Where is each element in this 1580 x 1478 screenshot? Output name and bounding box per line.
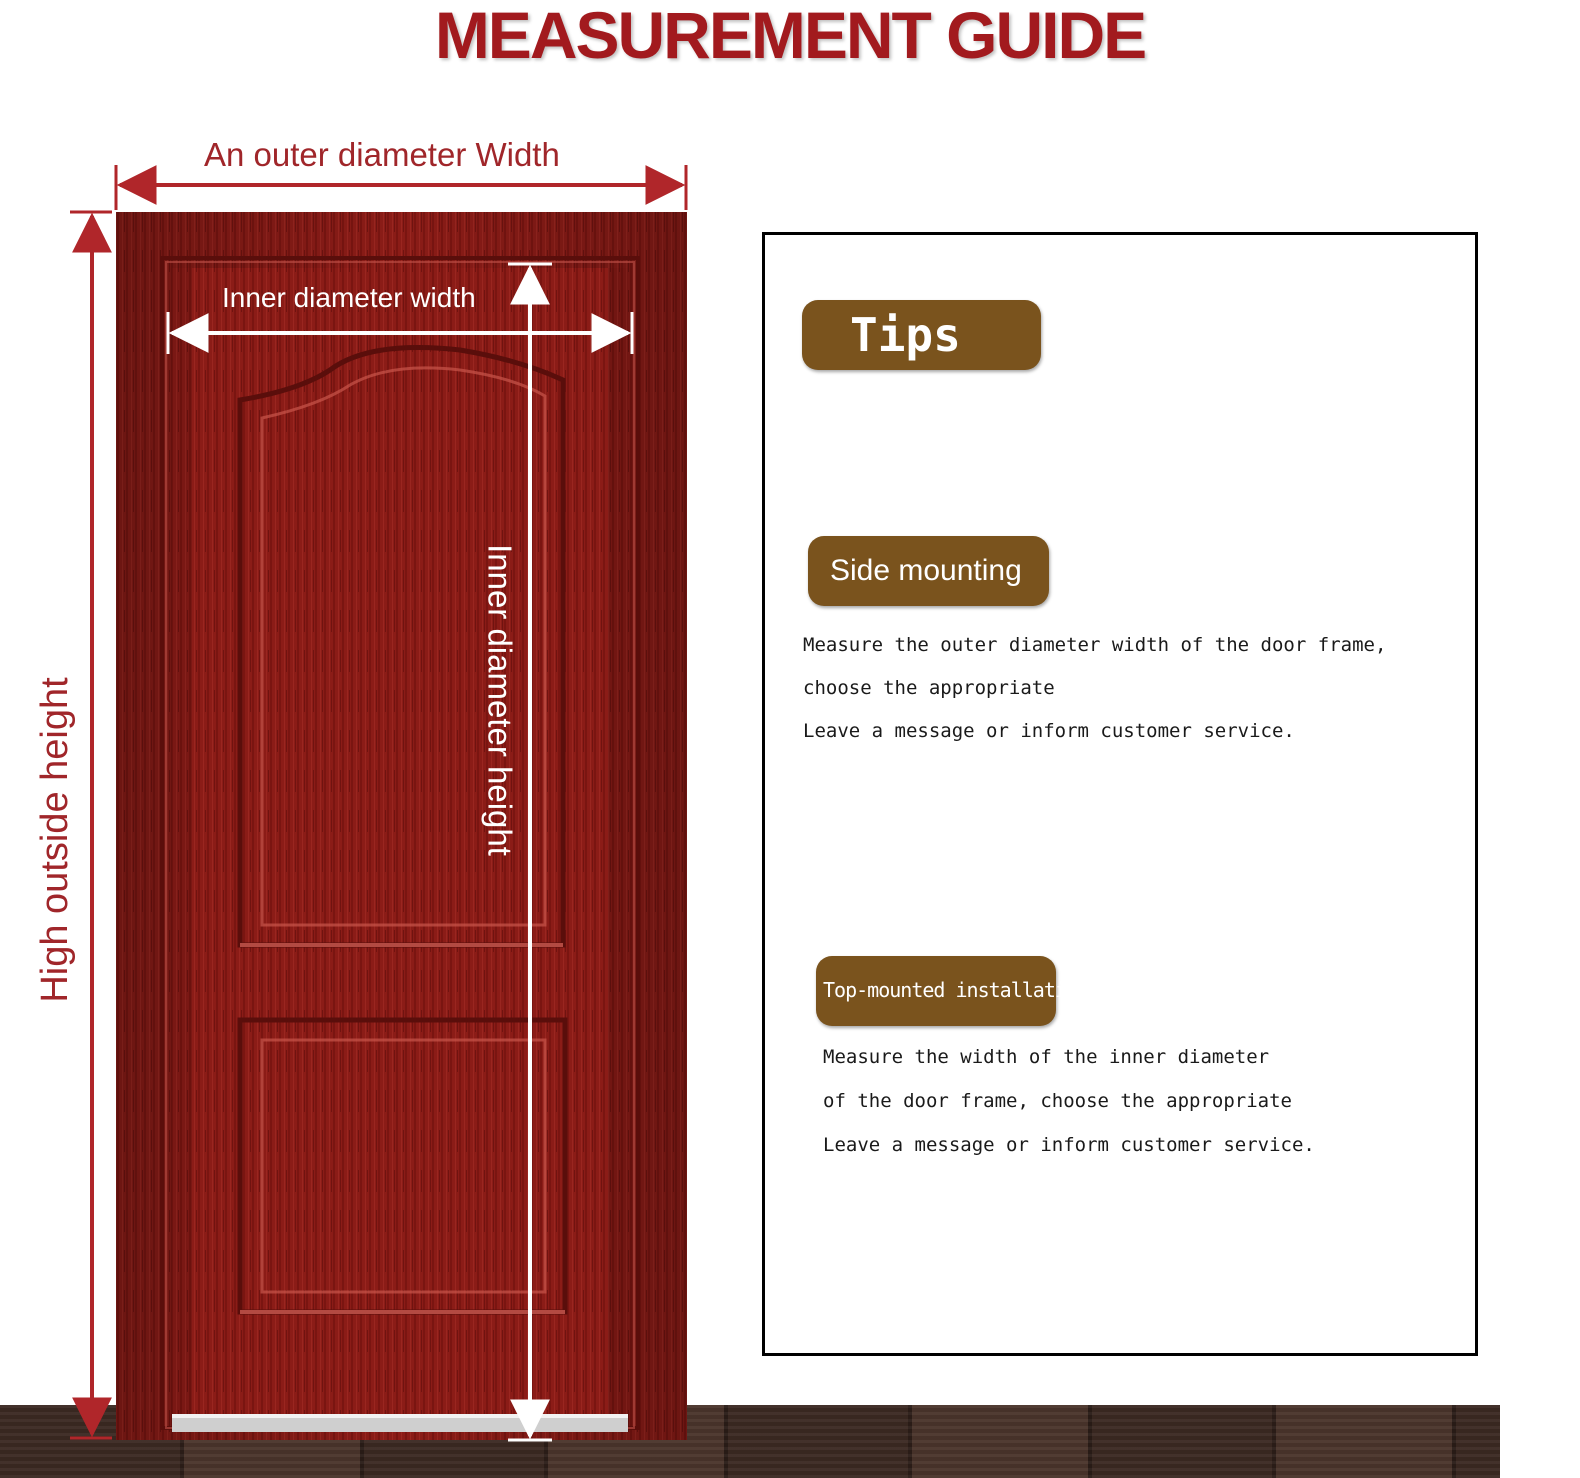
top-mounted-badge: Top-mounted installation [816,956,1056,1026]
inner-height-label: Inner diameter height [481,544,519,856]
door-illustration [0,0,760,1478]
page-title: MEASUREMENT GUIDE [434,0,1146,72]
side-mounting-line-2: choose the appropriate [803,677,1055,699]
top-mounted-line-2: of the door frame, choose the appropriate [823,1090,1292,1112]
lower-panel [240,1020,565,1312]
outer-height-label: High outside height [34,677,76,1003]
side-mounting-line-1: Measure the outer diameter width of the door frame, [803,634,1387,656]
inner-width-label: Inner diameter width [222,282,476,313]
top-mounted-line-1: Measure the width of the inner diameter [823,1046,1270,1068]
tips-heading-badge: Tips [802,300,1041,370]
side-mounting-line-3: Leave a message or inform customer service. [803,720,1295,742]
top-mounted-line-3: Leave a message or inform customer service. [823,1134,1315,1156]
tips-panel [762,232,1478,1356]
outer-width-label: An outer diameter Width [204,136,560,173]
side-mounting-badge: Side mounting [808,536,1049,606]
